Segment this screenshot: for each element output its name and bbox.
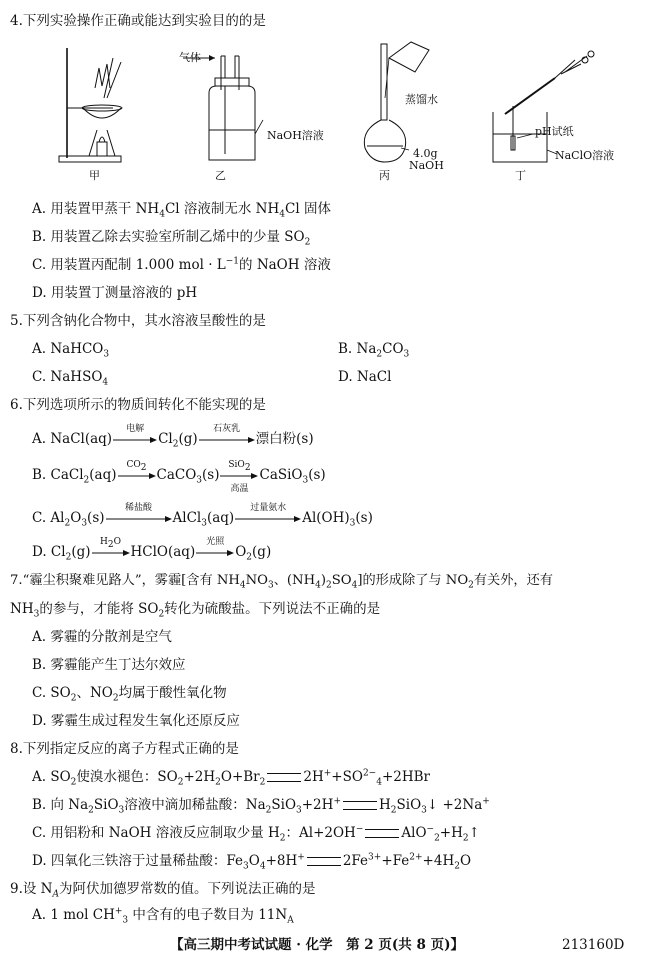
q8-option-c: C. 用铝粉和 NaOH 溶液反应制取少量 $H_2$：Al+2OH− $AlO^-_2+H_2↑$ <box>32 824 480 844</box>
equals-sign <box>307 857 341 866</box>
q7-option-b: B. 雾霾能产生丁达尔效应 <box>32 657 186 673</box>
q4-figures <box>55 38 615 188</box>
q5-stem: 5.下列含钠化合物中，其水溶液呈酸性的是 <box>10 313 266 329</box>
label-mass: 4.0g <box>413 147 438 160</box>
label-distilled-water: 蒸馏水 <box>405 93 438 106</box>
equals-sign <box>267 773 301 782</box>
label-yi: 乙 <box>215 169 226 182</box>
label-naoh-solid: NaOH <box>409 159 444 172</box>
q5-option-a: A. NaHCO$_3$ <box>32 341 110 360</box>
q6-option-c: C. $Al_2O_3(s)$ 稀盐酸 AlCl$_3$(aq) 过量氨水 $Al(OH)_3(s)$ <box>32 502 373 529</box>
equals-sign <box>343 801 377 810</box>
q9-option-a: A. 1 mol $CH^+_3$ 中含有的电子数目为 $11N_A$ <box>32 906 294 926</box>
q7-option-c: C. $SO_2$、$NO_2$均属于酸性氧化物 <box>32 685 227 704</box>
q7-option-d: D. 雾霾生成过程发生氧化还原反应 <box>32 713 240 729</box>
q4-option-b: B. 用装置乙除去实验室所制乙烯中的少量 $SO_2$ <box>32 229 311 248</box>
q7-stem-line1: 7.“霾尘积聚难见路人”，雾霾[含有 $NH_4NO_3$、$(NH_4)_2SO_4$]的形成除了与 $NO_2$有关外，还有 <box>10 573 553 591</box>
q8-option-d: D. 四氧化三铁溶于过量稀盐酸：$Fe_3O_4+8H^+$ $2Fe^{3+}+Fe^{2+}+4H_2O$ <box>32 852 472 872</box>
page-footer-title: 【高三期中考试试题 · 化学 第 2 页(共 8 页)】 <box>170 937 464 953</box>
q4-option-a: A. 用装置甲蒸干 $NH_4Cl$ 溶液制无水 $NH_4Cl$ 固体 <box>32 201 331 220</box>
label-ph-paper: pH试纸 <box>535 125 574 138</box>
q8-option-b: B. 向 $Na_2SiO_3$溶液中滴加稀盐酸：$Na_2SiO_3+2H^+$ $H_2SiO_3↓ +2Na^+$ <box>32 796 490 816</box>
equals-sign <box>365 829 399 838</box>
page-footer-code: 213160D <box>562 937 625 953</box>
q9-stem: 9.设 $N_A$为阿伏加德罗常数的值。下列说法正确的是 <box>10 881 316 900</box>
q8-stem: 8.下列指定反应的离子方程式正确的是 <box>10 741 239 757</box>
q5-option-d: D. NaCl <box>338 369 392 385</box>
q7-option-a: A. 雾霾的分散剂是空气 <box>32 629 172 645</box>
q6-option-a: A. NaCl(aq) 电解 $Cl_2(g)$ 石灰乳 漂白粉(s) <box>32 423 314 450</box>
q4-stem: 4.下列实验操作正确或能达到实验目的的是 <box>10 13 266 29</box>
label-gas: 气体 <box>179 51 201 64</box>
q6-option-b: B. CaCl$_2$(aq) $CO_2$ CaCO$_3$(s) SiO$_2$ 高温 CaSiO$_3$(s) <box>32 459 326 494</box>
q5-option-c: C. NaHSO$_4$ <box>32 369 109 388</box>
label-ding: 丁 <box>515 169 526 182</box>
label-naoh-solution: NaOH溶液 <box>267 129 324 142</box>
label-jia: 甲 <box>89 169 100 182</box>
label-naclo-solution: NaClO溶液 <box>555 149 615 162</box>
apparatus-jia-evaporation <box>55 38 135 168</box>
q4-option-c: C. 用装置丙配制 1.000 mol · $L^{-1}$的 NaOH 溶液 <box>32 256 331 273</box>
q6-option-d: D. $Cl_2(g)$ $H_2O$ HClO(aq) 光照 $O_2(g)$ <box>32 536 272 563</box>
q8-option-a: A. $SO_2$使溴水褪色：$SO_2+2H_2O+Br_2$ $2H^++SO^{2-}_4+2HBr$ <box>32 768 431 788</box>
q4-option-d: D. 用装置丁测量溶液的 pH <box>32 285 198 301</box>
q6-stem: 6.下列选项所示的物质间转化不能实现的是 <box>10 397 266 413</box>
q7-stem-line2: $NH_3$的参与，才能将 $SO_2$转化为硫酸盐。下列说法不正确的是 <box>10 601 381 620</box>
label-bing: 丙 <box>379 169 390 182</box>
q5-option-b: B. $Na_2CO_3$ <box>338 341 410 360</box>
